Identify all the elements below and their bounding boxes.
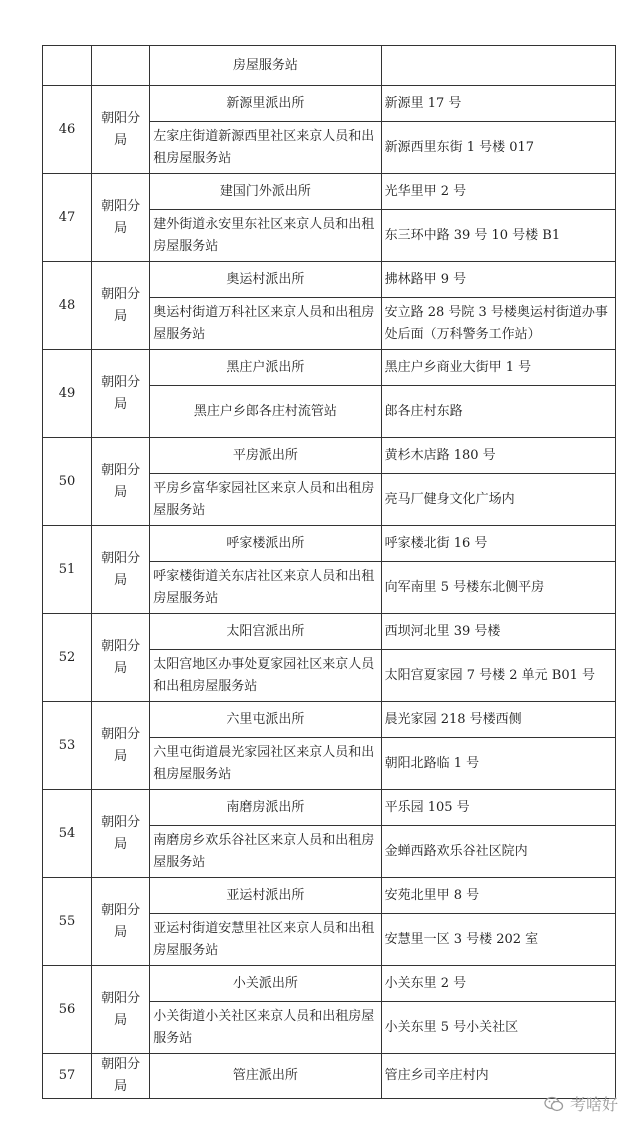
bureau-cell: 朝阳分局: [91, 790, 149, 878]
row-number-cell: 46: [43, 86, 92, 174]
bureau-cell: 朝阳分局: [91, 1054, 149, 1099]
row-number-cell: 49: [43, 350, 92, 438]
service-station-name-cell: 六里屯街道晨光家园社区来京人员和出租房屋服务站: [150, 738, 381, 790]
row-number-cell: 47: [43, 174, 92, 262]
table-row: [43, 790, 616, 826]
address-cell: 新源里 17 号: [381, 86, 615, 122]
address-cell: 小关东里 2 号: [381, 966, 615, 1002]
police-station-table: [42, 45, 616, 1099]
address-cell: 光华里甲 2 号: [381, 174, 615, 210]
bureau-cell: 朝阳分局: [91, 262, 149, 350]
service-station-address-cell: 郎各庄村东路: [381, 386, 615, 438]
row-number-cell: 48: [43, 262, 92, 350]
table-row: [43, 350, 616, 386]
service-station-address-cell: 新源西里东街 1 号楼 017: [381, 122, 615, 174]
service-station-address-cell: 向军南里 5 号楼东北侧平房: [381, 562, 615, 614]
row-number-cell: [43, 46, 92, 86]
address-cell: 拂林路甲 9 号: [381, 262, 615, 298]
service-station-name-cell: 建外街道永安里东社区来京人员和出租房屋服务站: [150, 210, 381, 262]
row-number-cell: 56: [43, 966, 92, 1054]
service-station-address-cell: 金蝉西路欢乐谷社区院内: [381, 826, 615, 878]
bureau-cell: 朝阳分局: [91, 966, 149, 1054]
table-row: [43, 966, 616, 1002]
station-name-cell: 小关派出所: [150, 966, 381, 1002]
service-station-name-cell: 奥运村街道万科社区来京人员和出租房屋服务站: [150, 298, 381, 350]
service-station-name-cell: 平房乡富华家园社区来京人员和出租房屋服务站: [150, 474, 381, 526]
station-name-cell: 六里屯派出所: [150, 702, 381, 738]
station-name-cell: 黑庄户派出所: [150, 350, 381, 386]
bureau-cell: [91, 46, 149, 86]
address-cell: 安苑北里甲 8 号: [381, 878, 615, 914]
address-cell: 管庄乡司辛庄村内: [381, 1054, 615, 1099]
station-name-cell: 管庄派出所: [150, 1054, 381, 1099]
station-name-cell: 呼家楼派出所: [150, 526, 381, 562]
watermark: [544, 1092, 618, 1115]
bureau-cell: 朝阳分局: [91, 702, 149, 790]
row-number-cell: 51: [43, 526, 92, 614]
station-name-cell: 平房派出所: [150, 438, 381, 474]
address-cell: 晨光家园 218 号楼西侧: [381, 702, 615, 738]
address-cell: [381, 46, 615, 86]
row-number-cell: 52: [43, 614, 92, 702]
service-station-name-cell: 小关街道小关社区来京人员和出租房屋服务站: [150, 1002, 381, 1054]
service-station-address-cell: 亮马厂健身文化广场内: [381, 474, 615, 526]
table-row: [43, 614, 616, 650]
table-row: [43, 438, 616, 474]
service-station-name-cell: 左家庄街道新源西里社区来京人员和出租房屋服务站: [150, 122, 381, 174]
service-station-address-cell: 小关东里 5 号小关社区: [381, 1002, 615, 1054]
bureau-cell: 朝阳分局: [91, 878, 149, 966]
table-row: [43, 1054, 616, 1099]
service-station-name-cell: 太阳宫地区办事处夏家园社区来京人员和出租房屋服务站: [150, 650, 381, 702]
bureau-cell: 朝阳分局: [91, 438, 149, 526]
station-name-cell: 南磨房派出所: [150, 790, 381, 826]
service-station-address-cell: 太阳宫夏家园 7 号楼 2 单元 B01 号: [381, 650, 615, 702]
service-station-name-cell: 亚运村街道安慧里社区来京人员和出租房屋服务站: [150, 914, 381, 966]
station-name-cell: 建国门外派出所: [150, 174, 381, 210]
station-name-cell: 太阳宫派出所: [150, 614, 381, 650]
address-cell: 黑庄户乡商业大街甲 1 号: [381, 350, 615, 386]
row-number-cell: 53: [43, 702, 92, 790]
bureau-cell: 朝阳分局: [91, 614, 149, 702]
address-cell: 平乐园 105 号: [381, 790, 615, 826]
row-number-cell: 50: [43, 438, 92, 526]
station-name-cell: 奥运村派出所: [150, 262, 381, 298]
table-row: [43, 86, 616, 122]
row-number-cell: 54: [43, 790, 92, 878]
address-cell: 呼家楼北街 16 号: [381, 526, 615, 562]
bureau-cell: 朝阳分局: [91, 350, 149, 438]
service-station-address-cell: 安慧里一区 3 号楼 202 室: [381, 914, 615, 966]
row-number-cell: 55: [43, 878, 92, 966]
bureau-cell: 朝阳分局: [91, 86, 149, 174]
station-name-cell: 亚运村派出所: [150, 878, 381, 914]
row-number-cell: 57: [43, 1054, 92, 1099]
service-station-name-cell: 南磨房乡欢乐谷社区来京人员和出租房屋服务站: [150, 826, 381, 878]
station-name-cell: 新源里派出所: [150, 86, 381, 122]
station-name-cell: 房屋服务站: [150, 46, 381, 86]
table-row: [43, 174, 616, 210]
address-cell: 西坝河北里 39 号楼: [381, 614, 615, 650]
service-station-name-cell: 黑庄户乡郎各庄村流管站: [150, 386, 381, 438]
table-row: [43, 878, 616, 914]
table-row: [43, 262, 616, 298]
watermark-text: 考啥好: [569, 1095, 618, 1114]
bureau-cell: 朝阳分局: [91, 174, 149, 262]
service-station-address-cell: 东三环中路 39 号 10 号楼 B1: [381, 210, 615, 262]
service-station-address-cell: 安立路 28 号院 3 号楼奥运村街道办事处后面（万科警务工作站）: [381, 298, 615, 350]
table-row: [43, 526, 616, 562]
table-row: [43, 702, 616, 738]
bureau-cell: 朝阳分局: [91, 526, 149, 614]
address-cell: 黄杉木店路 180 号: [381, 438, 615, 474]
service-station-name-cell: 呼家楼街道关东店社区来京人员和出租房屋服务站: [150, 562, 381, 614]
service-station-address-cell: 朝阳北路临 1 号: [381, 738, 615, 790]
table-row: [43, 46, 616, 86]
wechat-icon: [544, 1096, 564, 1112]
